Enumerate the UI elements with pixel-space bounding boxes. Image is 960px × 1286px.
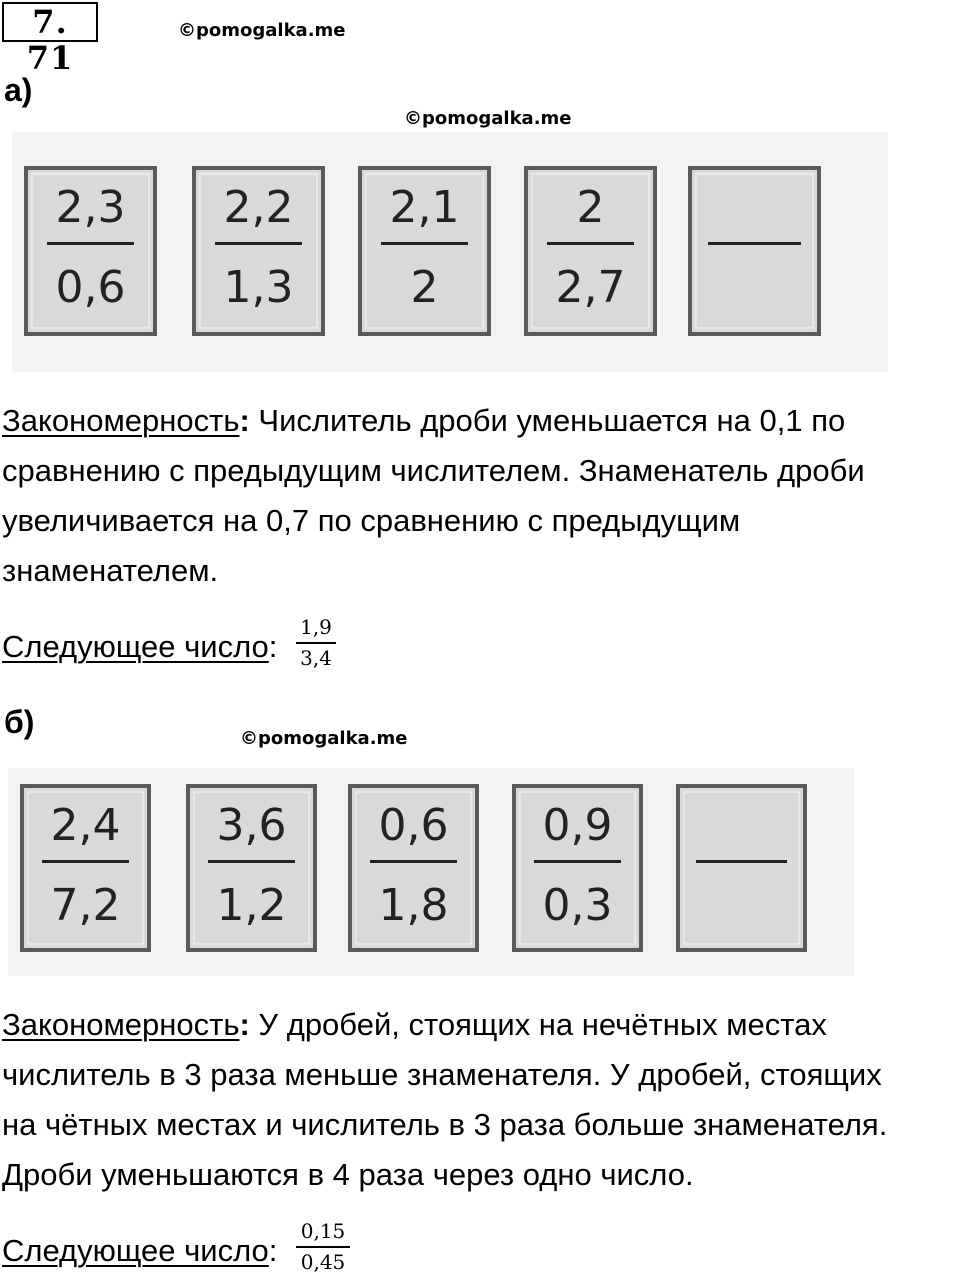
watermark: ©pomogalka.me <box>240 728 408 749</box>
fraction-bar <box>215 242 303 245</box>
card-denominator: 0,3 <box>542 880 613 931</box>
pattern-line: У дробей, стоящих на нечётных местах <box>249 1007 827 1042</box>
card-denominator: 0,6 <box>55 262 126 313</box>
fraction-card <box>24 166 157 336</box>
next-number-colon: : <box>268 1233 278 1268</box>
fraction-bar <box>547 242 635 245</box>
card-denominator: 1,3 <box>223 262 294 313</box>
card-numerator: 2,2 <box>223 182 294 233</box>
part-b-pattern <box>2 1000 887 1200</box>
card-denominator: 2,7 <box>555 262 626 313</box>
fraction-card <box>348 784 479 952</box>
fraction-bar <box>381 242 469 245</box>
part-a-label: а) <box>4 72 33 108</box>
part-b-next-number <box>2 1226 277 1276</box>
pattern-line: сравнению с предыдущим числителем. Знаменатель дроби <box>2 453 865 488</box>
watermark: ©pomogalka.me <box>178 20 346 41</box>
next-number-colon: : <box>268 629 278 664</box>
fraction-bar <box>708 242 801 245</box>
card-numerator: 0,6 <box>378 800 449 851</box>
pattern-line: Дроби уменьшаются в 4 раза через одно число. <box>2 1157 694 1192</box>
next-number-fraction <box>296 1220 350 1273</box>
pattern-label: Закономерность <box>2 1007 240 1042</box>
card-numerator: 2,4 <box>50 800 121 851</box>
card-denominator: 1,2 <box>216 880 287 931</box>
part-a-next-number <box>2 622 277 672</box>
fraction-card <box>512 784 643 952</box>
fraction-bar <box>296 1246 350 1248</box>
card-denominator: 1,8 <box>378 880 449 931</box>
fraction-card <box>524 166 657 336</box>
fraction-bar <box>696 860 787 863</box>
fraction-bar <box>534 860 620 863</box>
pattern-line: знаменателем. <box>2 553 219 588</box>
pattern-colon: : <box>239 403 250 438</box>
part-b-cards-strip <box>8 768 854 976</box>
next-denominator: 3,4 <box>300 645 332 670</box>
pattern-line: увеличивается на 0,7 по сравнению с предыдущим <box>2 503 741 538</box>
next-numerator: 1,9 <box>300 615 332 639</box>
next-number-fraction <box>296 616 336 669</box>
fraction-bar <box>42 860 128 863</box>
fraction-bar <box>296 642 336 644</box>
fraction-bar <box>47 242 135 245</box>
empty-fraction-card <box>688 166 821 336</box>
fraction-card <box>186 784 317 952</box>
next-number-label: Следующее число <box>2 1233 269 1268</box>
part-b-label: б) <box>4 704 35 740</box>
card-numerator: 2,3 <box>55 182 126 233</box>
next-numerator: 0,15 <box>300 1219 346 1243</box>
part-a-cards-strip <box>12 132 888 372</box>
part-a-pattern <box>2 396 865 596</box>
card-denominator: 7,2 <box>50 880 121 931</box>
fraction-card <box>358 166 491 336</box>
fraction-bar <box>370 860 456 863</box>
card-numerator: 2,1 <box>389 182 460 233</box>
fraction-card <box>20 784 151 952</box>
problem-number: 7. 71 <box>2 2 98 42</box>
pattern-line: Числитель дроби уменьшается на 0,1 по <box>249 403 846 438</box>
next-denominator: 0,45 <box>300 1249 346 1274</box>
card-denominator: 2 <box>410 262 439 313</box>
pattern-label: Закономерность <box>2 403 240 438</box>
pattern-line: числитель в 3 раза меньше знаменателя. У дробей, стоящих <box>2 1057 882 1092</box>
empty-fraction-card <box>676 784 807 952</box>
pattern-colon: : <box>239 1007 250 1042</box>
next-number-label: Следующее число <box>2 629 269 664</box>
fraction-card <box>192 166 325 336</box>
card-numerator: 3,6 <box>216 800 287 851</box>
pattern-line: на чётных местах и числитель в 3 раза больше знаменателя. <box>2 1107 888 1142</box>
card-numerator: 2 <box>576 182 605 233</box>
watermark: ©pomogalka.me <box>404 108 572 129</box>
card-numerator: 0,9 <box>542 800 613 851</box>
fraction-bar <box>208 860 294 863</box>
